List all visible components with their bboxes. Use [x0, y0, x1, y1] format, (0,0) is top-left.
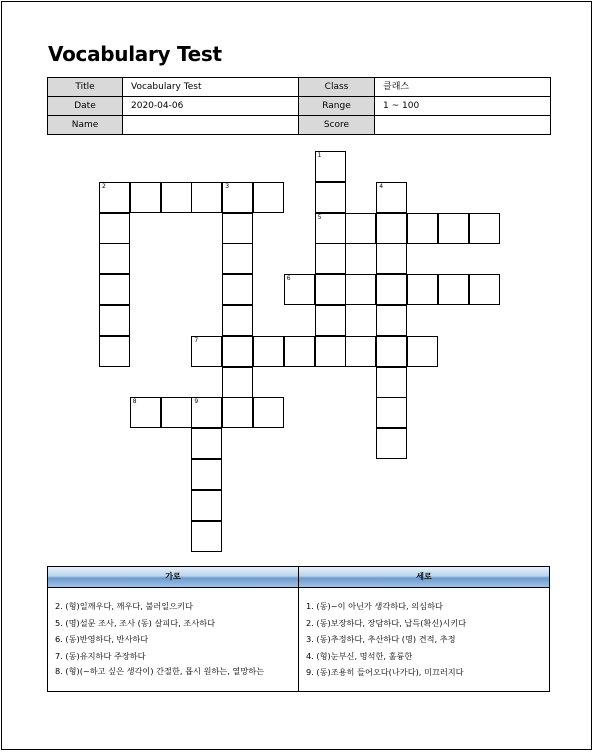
class-label: Class — [299, 78, 375, 97]
down-clue: 9. (동)조용히 들어오다(나가다), 미끄러지다 — [306, 667, 464, 677]
date-value: 2020-04-06 — [123, 97, 299, 116]
crossword-cell[interactable] — [438, 213, 469, 244]
crossword-cell[interactable] — [191, 521, 222, 552]
across-clue: 8. (형)(~하고 싶은 생각이) 간절한, 몹시 원하는, 열망하는 — [55, 666, 265, 676]
crossword-cell[interactable] — [376, 367, 407, 398]
clues-table — [47, 566, 550, 692]
crossword-cell[interactable] — [222, 305, 253, 336]
crossword-cell[interactable] — [191, 182, 222, 213]
crossword-cell[interactable] — [99, 336, 130, 367]
across-column — [48, 567, 299, 691]
crossword-cell[interactable] — [345, 336, 376, 367]
crossword-cell[interactable] — [407, 274, 438, 305]
crossword-cell[interactable] — [315, 151, 346, 182]
down-header: 세로 — [299, 567, 549, 588]
crossword-cell[interactable] — [315, 213, 346, 244]
clue-number: 5 — [317, 213, 322, 221]
crossword-cell[interactable] — [315, 305, 346, 336]
crossword-cell[interactable] — [191, 459, 222, 490]
crossword-cell[interactable] — [345, 274, 376, 305]
clue-number: 1 — [317, 152, 322, 159]
crossword-cell[interactable] — [161, 397, 192, 428]
crossword-cell[interactable] — [191, 490, 222, 521]
down-clue: 2. (동)보장하다, 장담하다, 납득(확신)시키다 — [306, 617, 467, 628]
crossword-cell[interactable] — [191, 336, 222, 367]
crossword-cell[interactable] — [99, 274, 130, 305]
crossword-cell[interactable] — [99, 182, 130, 213]
crossword-cell[interactable] — [438, 274, 469, 305]
crossword-cell[interactable] — [161, 182, 192, 213]
down-clue: 3. (동)추정하다, 추산하다 (명) 견적, 추정 — [306, 634, 456, 644]
range-value: 1 ~ 100 — [375, 97, 551, 116]
crossword-cell[interactable] — [407, 336, 438, 367]
crossword-cell[interactable] — [191, 428, 222, 459]
page-title: Vocabulary Test — [48, 42, 222, 66]
crossword-cell[interactable] — [222, 367, 253, 398]
crossword-cell[interactable] — [469, 213, 500, 244]
crossword-cell[interactable] — [376, 397, 407, 428]
crossword-cell[interactable] — [376, 213, 407, 244]
clue-number: 7 — [194, 336, 199, 344]
crossword-cell[interactable] — [191, 397, 222, 428]
crossword-cell[interactable] — [130, 182, 161, 213]
crossword-cell[interactable] — [376, 305, 407, 336]
crossword-cell[interactable] — [315, 274, 346, 305]
crossword-cell[interactable] — [253, 336, 284, 367]
crossword-cell[interactable] — [345, 213, 376, 244]
across-clue: 5. (명)설문 조사, 조사 (동) 살피다, 조사하다 — [55, 617, 216, 628]
score-label: Score — [299, 116, 375, 135]
across-clue: 7. (동)유지하다 주장하다 — [55, 650, 146, 661]
clue-number: 6 — [286, 275, 291, 283]
crossword-cell[interactable] — [253, 182, 284, 213]
crossword-cell[interactable] — [315, 243, 346, 274]
crossword-cell[interactable] — [284, 274, 315, 305]
across-clue: 6. (동)반영하다, 반사하다 — [55, 634, 149, 644]
crossword-cell[interactable] — [315, 336, 346, 367]
crossword-cell[interactable] — [99, 305, 130, 336]
down-clue: 1. (동)~이 아닌가 생각하다, 의심하다 — [306, 601, 443, 611]
crossword-cell[interactable] — [284, 336, 315, 367]
clue-number: 8 — [132, 398, 137, 406]
crossword-cell[interactable] — [222, 274, 253, 305]
crossword-cell[interactable] — [376, 274, 407, 305]
across-clue: 2. (형)일깨우다, 깨우다, 불러일으키다 — [55, 601, 193, 611]
crossword-cell[interactable] — [376, 182, 407, 213]
crossword-cell[interactable] — [222, 243, 253, 274]
crossword-cell[interactable] — [469, 274, 500, 305]
down-clue: 4. (형)눈부신, 명석한, 훌륭한 — [306, 650, 413, 661]
crossword-cell[interactable] — [222, 182, 253, 213]
crossword-cell[interactable] — [99, 243, 130, 274]
crossword-cell[interactable] — [99, 213, 130, 244]
crossword-cell[interactable] — [222, 336, 253, 367]
class-value: 클래스 — [375, 78, 551, 97]
crossword-cell[interactable] — [222, 213, 253, 244]
range-label: Range — [299, 97, 375, 116]
crossword-cell[interactable] — [130, 397, 161, 428]
title-label: Title — [48, 78, 123, 97]
crossword-cell[interactable] — [376, 428, 407, 459]
crossword-cell[interactable] — [222, 397, 253, 428]
name-label: Name — [48, 116, 123, 135]
clue-number: 4 — [379, 182, 384, 190]
crossword-cell[interactable] — [315, 182, 346, 213]
crossword-cell[interactable] — [407, 213, 438, 244]
crossword-cell[interactable] — [376, 336, 407, 367]
crossword-cell[interactable] — [376, 243, 407, 274]
across-header: 가로 — [48, 567, 298, 588]
crossword-cell[interactable] — [253, 397, 284, 428]
title-value: Vocabulary Test — [123, 78, 299, 97]
down-column — [299, 567, 549, 691]
clue-number: 2 — [102, 182, 106, 190]
clue-number: 9 — [194, 398, 199, 406]
date-label: Date — [48, 97, 123, 116]
clue-number: 3 — [225, 182, 230, 190]
